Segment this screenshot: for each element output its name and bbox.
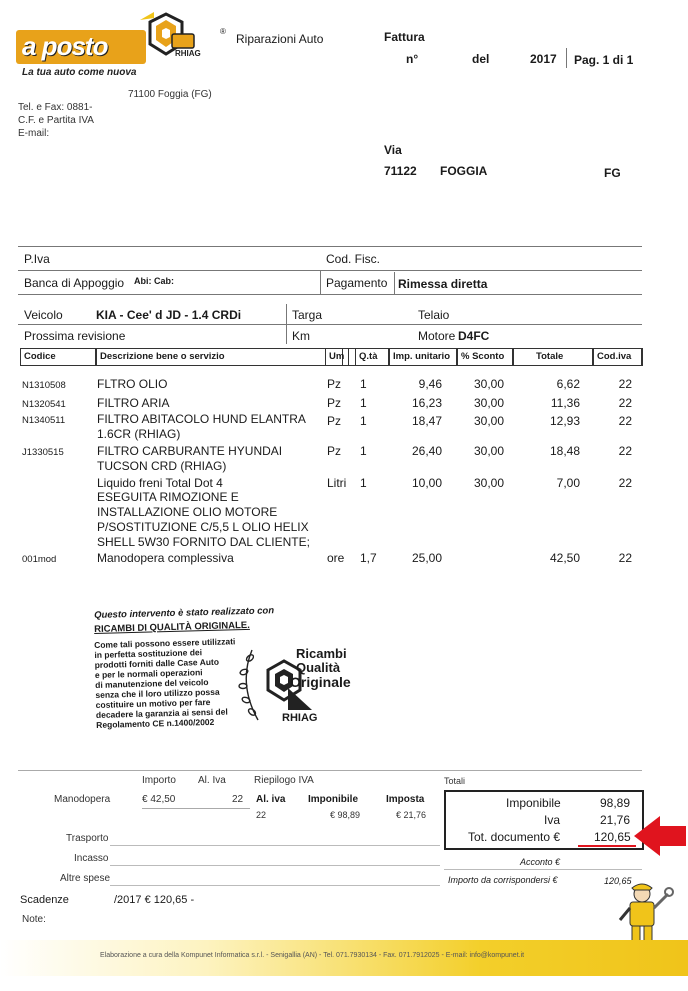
cell-disc: 30,00 xyxy=(473,414,504,428)
invoice-page: Pag. 1 di 1 xyxy=(574,53,634,67)
seal-text-3: Originale xyxy=(290,674,351,690)
cell-iva: 22 xyxy=(618,476,632,490)
payment-label: Pagamento xyxy=(326,276,388,290)
cell-um: Litri xyxy=(327,476,347,490)
recipient-cap: 71122 xyxy=(384,164,417,178)
km-label: Km xyxy=(292,329,310,343)
totdoc-value: 120,65 xyxy=(594,830,631,844)
trasporto-label: Trasporto xyxy=(66,833,109,844)
business-phone: Tel. e Fax: 0881- xyxy=(18,102,93,113)
th-codice: Codice xyxy=(20,348,96,366)
th-um: Um xyxy=(325,348,349,366)
cell-desc: FILTRO CARBURANTE HYUNDAI TUCSON CRD (RHIAG) xyxy=(97,444,283,473)
cell-um: Pz xyxy=(327,444,342,458)
total-red-underline xyxy=(578,845,636,847)
acconto-line xyxy=(444,869,642,870)
cell-total: 42,50 xyxy=(549,551,580,565)
cell-code: 001mod xyxy=(22,554,57,565)
iva-value: 21,76 xyxy=(600,813,631,827)
invoice-year: 2017 xyxy=(530,52,557,66)
th-sconto: % Sconto xyxy=(457,348,513,366)
cell-disc: 30,00 xyxy=(473,476,504,490)
quality-line2: RICAMBI DI QUALITÀ ORIGINALE. xyxy=(94,619,250,635)
riep-imponibile: € 98,89 xyxy=(330,810,361,820)
manodopera-label: Manodopera xyxy=(54,794,111,805)
cell-um: Pz xyxy=(327,396,342,410)
registered-mark: ® xyxy=(220,27,226,36)
cell-qty: 1 xyxy=(360,377,367,391)
totdoc-label: Tot. documento € xyxy=(468,830,561,844)
cell-desc: FILTRO ARIA xyxy=(97,396,170,410)
cell-desc: Manodopera complessiva xyxy=(97,551,234,565)
abi-cab-label: Abi: Cab: xyxy=(134,276,174,286)
business-city: 71100 Foggia (FG) xyxy=(128,89,212,100)
telaio-label: Telaio xyxy=(418,308,450,322)
invoice-number-label: n° xyxy=(406,52,419,66)
business-email: E-mail: xyxy=(18,128,50,139)
recipient-street: Via xyxy=(384,143,402,157)
logo-tagline: La tua auto come nuova xyxy=(22,67,137,78)
cell-unit: 10,00 xyxy=(411,476,442,490)
th-codiva: Cod.iva xyxy=(593,348,643,366)
cell-desc: Liquido freni Total Dot 4 xyxy=(97,476,223,490)
veicolo-value: KIA - Cee' d JD - 1.4 CRDi xyxy=(96,308,242,322)
divider-bank xyxy=(18,294,642,295)
riep-th-imponibile: Imponibile xyxy=(308,794,358,805)
cell-total: 12,93 xyxy=(549,414,580,428)
red-arrow-icon xyxy=(634,814,686,858)
cell-unit: 9,46 xyxy=(418,377,442,391)
cell-desc: FLTRO OLIO xyxy=(97,377,168,391)
business-type: Riparazioni Auto xyxy=(236,32,324,46)
manodopera-underline xyxy=(142,808,250,809)
cell-total: 6,62 xyxy=(556,377,580,391)
th-descrizione: Descrizione bene o servizio xyxy=(96,348,343,366)
seal-text-2: Qualità xyxy=(296,660,341,675)
scadenze-label: Scadenze xyxy=(20,894,69,906)
importo-label: Importo xyxy=(142,775,176,786)
cell-um: Pz xyxy=(327,377,342,391)
note-label: Note: xyxy=(22,914,46,925)
invoice-title: Fattura xyxy=(384,30,425,44)
payment-divider xyxy=(394,272,395,294)
divider-piva xyxy=(18,270,642,271)
quality-line1: Questo intervento è stato realizzato con xyxy=(94,605,275,621)
table-header xyxy=(20,348,642,366)
manodopera-importo: € 42,50 xyxy=(142,794,176,805)
targa-label: Targa xyxy=(292,308,323,322)
scadenze-value: /2017 € 120,65 - xyxy=(114,894,195,906)
th-unitario: Imp. unitario xyxy=(389,348,457,366)
th-totale: Totale xyxy=(513,348,593,366)
cell-code: J1330515 xyxy=(22,447,64,458)
riep-aliva: 22 xyxy=(256,810,267,820)
bank-divider xyxy=(320,270,321,294)
imponibile-label: Imponibile xyxy=(506,796,561,810)
riep-imposta: € 21,76 xyxy=(396,810,427,820)
piva-label: P.Iva xyxy=(24,252,50,266)
cell-iva: 22 xyxy=(618,414,632,428)
cell-iva: 22 xyxy=(618,444,632,458)
cell-total: 7,00 xyxy=(556,476,580,490)
acconto-label: Acconto € xyxy=(520,857,561,867)
cell-disc: 30,00 xyxy=(473,377,504,391)
cell-iva: 22 xyxy=(618,551,632,565)
divider-top xyxy=(18,246,642,247)
cell-um: Pz xyxy=(327,414,342,428)
footer-text: Elaborazione a cura della Kompunet Informatica s.r.l. - Senigallia (AN) - Tel. 071.7930134 - Fax. 071.7912025 - E-mail: info@kompunet.it xyxy=(100,952,525,959)
altre-label: Altre spese xyxy=(60,873,111,884)
trasporto-line xyxy=(110,845,440,846)
importo-corr-value: 120,65 xyxy=(604,876,632,886)
cell-qty: 1 xyxy=(360,414,367,428)
importo-corr-label: Importo da corrispondersi € xyxy=(448,875,558,885)
imponibile-value: 98,89 xyxy=(600,796,631,810)
cell-code: N1320541 xyxy=(22,399,66,410)
th-qta: Q.tà xyxy=(355,348,389,366)
totali-label: Totali xyxy=(444,776,466,786)
cell-disc: 30,00 xyxy=(473,396,504,410)
logo-emblem-icon xyxy=(132,10,224,72)
summary-divider xyxy=(18,770,642,771)
cell-unit: 25,00 xyxy=(411,551,442,565)
page-divider xyxy=(566,48,567,68)
business-vat: C.F. e Partita IVA xyxy=(18,115,94,126)
cell-code: N1310508 xyxy=(22,380,66,391)
cell-disc: 30,00 xyxy=(473,444,504,458)
motore-value: D4FC xyxy=(458,329,490,343)
incasso-line xyxy=(110,865,440,866)
riep-th-imposta: Imposta xyxy=(386,794,425,805)
aliva-label: Al. Iva xyxy=(198,775,226,786)
cell-qty: 1,7 xyxy=(360,551,377,565)
iva-label: Iva xyxy=(544,813,561,827)
cell-iva: 22 xyxy=(618,377,632,391)
recipient-city: FOGGIA xyxy=(440,164,488,178)
cell-desc: ESEGUITA RIMOZIONE E INSTALLAZIONE OLIO MOTORE P/SOSTITUZIONE C/5,5 L OLIO HELIX SHELL 5W30 FORNITO DAL CLIENTE; xyxy=(97,490,310,549)
seal-text-1: Ricambi xyxy=(296,646,347,661)
cell-qty: 1 xyxy=(360,476,367,490)
quality-body: Come tali possono essere utilizzati in perfetta sostituzione dei prodotti forniti dalle Case Auto e per le normali operazioni di manutenzione del veicolo senza che il loro utilizzo possa costituire un motivo per fare decadere la garanzia ai sensi del Regolamento CE n.1400/2002 xyxy=(94,636,236,730)
bank-label: Banca di Appoggio xyxy=(24,276,125,290)
revisione-label: Prossima revisione xyxy=(24,329,126,343)
veicolo-label: Veicolo xyxy=(24,308,63,322)
riepilogo-label: Riepilogo IVA xyxy=(254,775,314,786)
invoice-date-label: del xyxy=(472,52,490,66)
logo-text: a posto xyxy=(22,31,108,61)
cell-code: N1340511 xyxy=(22,415,66,426)
cell-total: 11,36 xyxy=(550,396,580,410)
cell-desc: FILTRO ABITACOLO HUND ELANTRA 1.6CR (RHIAG) xyxy=(97,412,306,441)
motore-label: Motore xyxy=(418,329,456,343)
recipient-province: FG xyxy=(604,166,621,180)
cell-unit: 26,40 xyxy=(411,444,442,458)
cell-total: 18,48 xyxy=(549,444,580,458)
cell-um: ore xyxy=(327,551,345,565)
cell-iva: 22 xyxy=(618,396,632,410)
seal-brand: RHIAG xyxy=(282,712,318,724)
cell-qty: 1 xyxy=(360,396,367,410)
manodopera-aliva: 22 xyxy=(232,794,244,805)
divider-vehicle xyxy=(18,324,642,325)
riep-th-aliva: Al. iva xyxy=(256,794,286,805)
payment-value: Rimessa diretta xyxy=(398,277,488,291)
cell-unit: 16,23 xyxy=(411,396,442,410)
cell-unit: 18,47 xyxy=(411,414,442,428)
cell-qty: 1 xyxy=(360,444,367,458)
logo-brand: RHIAG xyxy=(175,49,201,58)
codfisc-label: Cod. Fisc. xyxy=(326,252,381,266)
incasso-label: Incasso xyxy=(74,853,109,864)
altre-line xyxy=(110,885,440,886)
